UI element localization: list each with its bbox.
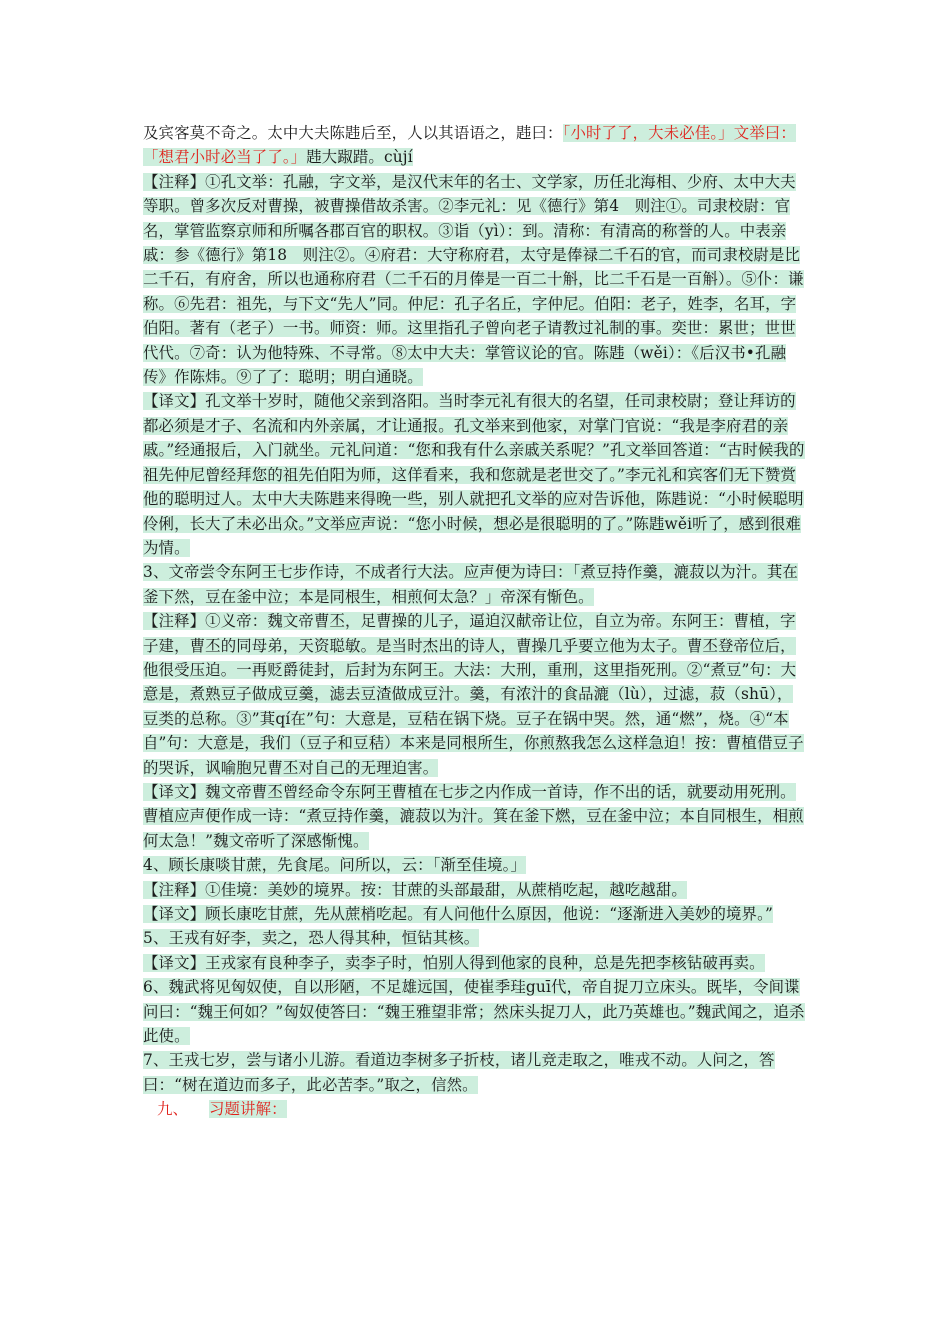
translation-4-text: 【译文】顾长康吃甘蔗，先从蔗梢吃起。有人问他什么原因，他说：“逐渐进入美妙的境界。” [143, 905, 773, 923]
story-tail: 韪大踧踖。cùjí [306, 148, 413, 167]
annotation-4-text: 【注释】①佳境：美妙的境界。按：甘蔗的头部最甜，从蔗梢吃起，越吃越甜。 [143, 880, 687, 899]
translation-5-text: 【译文】王戎家有良种李子，卖李子时，怕别人得到他家的良种，总是先把李核钻破再卖。 [143, 953, 765, 972]
story-continuation [143, 121, 808, 170]
story-7-text: 7、王戎七岁，尝与诸小儿游。看道边李树多子折枝，诸儿竞走取之，唯戎不动。人问之，答曰：“树在道边而多子，此必苦李。”取之，信然。 [143, 1051, 775, 1094]
speaker-2: 文举曰： [733, 124, 796, 142]
translation-5 [143, 951, 808, 975]
annotation-3 [143, 609, 808, 780]
story-6-text: 6、魏武将见匈奴使，自以形陋，不足雄远国，使崔季珪guī代，帝自捉刀立床头。既毕，令间谍问曰：“魏王何如？”匈奴使答曰：“魏王雅望非常；然床头捉刀人，此乃英雄也。”魏武闻之，追杀此使。 [143, 978, 805, 1046]
translation-1-text: 【译文】孔文举十岁时，随他父亲到洛阳。当时李元礼有很大的名望，任司隶校尉；登让拜访的都必须是才子、名流和内外亲属，才让通报。孔文举来到他家，对掌门官说：“我是李府君的亲戚。”经通报后，入门就坐。元礼问道：“您和我有什么亲戚关系呢？”孔文举回答道：“古时候我的祖先仲尼曾经拜您的祖先伯阳为师，这佯看来，我和您就是老世交了。”李元礼和宾客们无下赞赏他的聪明过人。太中大夫陈韪来得晚一些，别人就把孔文举的应对告诉他，陈韪说：“小时候聪明伶俐，长大了未必出众。”文举应声说：“您小时候，想必是很聪明的了。”陈韪wěi听了，感到很难为情。 [143, 392, 805, 557]
document-content [143, 121, 808, 1122]
story-5 [143, 926, 808, 950]
story-3-text: 3、文帝尝令东阿王七步作诗，不成者行大法。应声便为诗曰：「煮豆持作羹，漉菽以为汁。萁在釜下然，豆在釜中泣；本是同根生，相煎何太急？」帝深有惭色。 [143, 563, 798, 606]
section-title: 习题讲解： [209, 1100, 287, 1119]
red-quote-2: 「想君小时必当了了。」 [143, 148, 307, 167]
annotation-1 [143, 170, 808, 390]
story-6 [143, 975, 808, 1048]
red-quote-1: 「小时了了，大未必佳。」 [562, 124, 734, 142]
translation-1 [143, 389, 808, 560]
story-5-text: 5、王戎有好李，卖之，恐人得其种，恒钻其核。 [143, 929, 480, 948]
story-7 [143, 1048, 808, 1097]
section-heading [143, 1097, 808, 1121]
story-lead: 及宾客莫不奇之。太中大夫陈韪后至，人以其语语之，韪曰： [143, 124, 563, 142]
section-number: 九、 [157, 1100, 189, 1119]
translation-3-text: 【译文】魏文帝曹丕曾经命令东阿王曹植在七步之内作成一首诗，作不出的话，就要动用死刑。曹植应声便作成一诗：“煮豆持作羹，漉菽以为汁。箕在釜下燃，豆在釜中泣；本自同根生，相煎何太急！”魏文帝听了深感惭愧。 [143, 782, 804, 850]
story-4-text: 4、顾长康啖甘蔗，先食尾。问所以，云：「渐至佳境。」 [143, 856, 527, 875]
annotation-1-text: 【注释】①孔文举：孔融，字文举，是汉代末年的名士、文学家，历任北海相、少府、太中大夫等职。曾多次反对曹操，被曹操借故杀害。②李元礼：见《德行》第4 则注①。司隶校尉：官名，掌管监察京师和所嘱各郡百官的职权。③诣（yì）：到。清称：有清高的称誉的人。中表亲戚：参《德行》第18 则注②。④府君：大守称府君，太守是俸禄二千石的官，而司隶校尉是比二千石，有府舍，所以也通称府君（二千石的月俸是一百二十斛，比二千石是一百斛）。⑤仆：谦称。⑥先君：祖先，与下文“先人”同。仲尼：孔子名丘，字仲尼。伯阳：老子，姓李，名耳，字伯阳。著有（老子）一书。师资：师。这里指孔子曾向老子请教过礼制的事。奕世：累世；世世代代。⑦奇：认为他特殊、不寻常。⑧太中大夫：掌管议论的官。陈韪（wěi）：《后汉书•孔融传》作陈炜。⑨了了：聪明；明白通晓。 [143, 172, 804, 387]
translation-4 [143, 902, 808, 926]
story-4 [143, 853, 808, 877]
story-3 [143, 560, 808, 609]
annotation-3-text: 【注释】①义帝：魏文帝曹丕，足曹操的儿子，逼迫汉献帝让位，自立为帝。东阿王：曹植，字子建，曹丕的同母弟，天资聪敏。是当时杰出的诗人，曹操几乎要立他为太子。曹丕登帝位后，他很受压迫。一再贬爵徒封，后封为东阿王。大法：大刑，重刑，这里指死刑。②“煮豆”句：大意是，煮熟豆子做成豆羹，滤去豆渣做成豆汁。羹，有浓汁的食品漉（lù），过滤，菽（shū），豆类的总称。③”萁qí在”句：大意是，豆秸在锅下烧。豆子在锅中哭。然，通“燃”，烧。④“本自”句：大意是，我们（豆子和豆秸）本来是同根所生，你煎熬我怎么这样急迫！按：曹植借豆子的哭诉，讽喻胞兄曹丕对自己的无理迫害。 [143, 612, 804, 777]
annotation-4 [143, 878, 808, 902]
translation-3 [143, 780, 808, 853]
